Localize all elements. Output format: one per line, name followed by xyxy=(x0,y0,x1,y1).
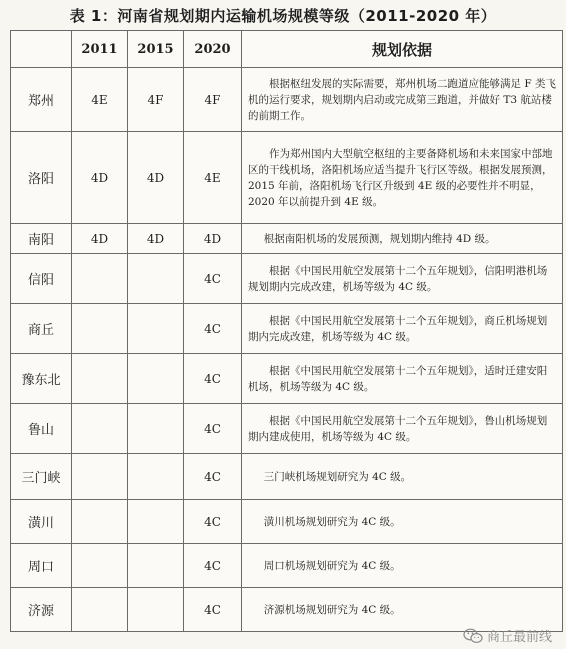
grade-2011-cell xyxy=(72,304,128,354)
table-row xyxy=(11,132,563,224)
table-row xyxy=(11,354,563,404)
basis-cell xyxy=(242,224,563,254)
table-title: 表 1：河南省规划期内运输机场规模等级（2011-2020 年） xyxy=(69,7,497,25)
table-row xyxy=(11,588,563,632)
basis-cell xyxy=(242,454,563,500)
table-row xyxy=(11,454,563,500)
basis-text: 济源机场规划研究为 4C 级。 xyxy=(263,603,401,616)
grade-2015-cell: 4D xyxy=(128,132,184,224)
basis-text: 作为郑州国内大型航空枢纽的主要备降机场和未来国家中部地区的干线机场，洛阳机场应适当提升飞行区等级。根据发展预测，2015 年前，洛阳机场飞行区升级到 4E 级的必要性并不明显，2020 年以前提升到 4E 级。 xyxy=(248,147,553,208)
grade-2015-cell: 4D xyxy=(128,224,184,254)
basis-text: 三门峡机场规划研究为 4C 级。 xyxy=(263,470,412,483)
basis-cell xyxy=(242,132,563,224)
basis-cell xyxy=(242,354,563,404)
header-city xyxy=(11,31,72,68)
basis-cell xyxy=(242,404,563,454)
basis-text: 根据枢纽发展的实际需要，郑州机场二跑道应能够满足 F 类飞机的运行要求，规划期内启动或完成第三跑道，并做好 T3 航站楼的前期工作。 xyxy=(248,77,556,122)
table-row xyxy=(11,68,563,132)
header-basis: 规划依据 xyxy=(242,31,563,68)
airport-grade-table xyxy=(10,30,563,632)
basis-cell xyxy=(242,304,563,354)
grade-2020-cell: 4C xyxy=(184,304,242,354)
grade-2011-cell xyxy=(72,588,128,632)
basis-text: 根据《中国民用航空发展第十二个五年规划》，商丘机场规划期内完成改建，机场等级为 4C 级。 xyxy=(248,314,548,343)
basis-text: 根据《中国民用航空发展第十二个五年规划》，适时迁建安阳机场，机场等级为 4C 级。 xyxy=(248,364,548,393)
city-cell: 豫东北 xyxy=(11,354,72,404)
watermark xyxy=(463,626,552,645)
grade-2015-cell xyxy=(128,500,184,544)
watermark-text: 商丘最前线 xyxy=(486,630,552,645)
grade-2011-cell: 4D xyxy=(72,132,128,224)
grade-2020-cell: 4C xyxy=(184,254,242,304)
grade-2011-cell: 4D xyxy=(72,224,128,254)
grade-2020-cell: 4F xyxy=(184,68,242,132)
city-cell: 郑州 xyxy=(11,68,72,132)
grade-2020-cell: 4C xyxy=(184,500,242,544)
grade-2020-cell: 4C xyxy=(184,404,242,454)
grade-2020-cell: 4C xyxy=(184,544,242,588)
grade-2011-cell xyxy=(72,454,128,500)
grade-2015-cell: 4F xyxy=(128,68,184,132)
grade-2020-cell: 4E xyxy=(184,132,242,224)
grade-2015-cell xyxy=(128,254,184,304)
grade-2015-cell xyxy=(128,404,184,454)
grade-2015-cell xyxy=(128,454,184,500)
grade-2011-cell xyxy=(72,500,128,544)
grade-2020-cell: 4C xyxy=(184,354,242,404)
header-2020: 2020 xyxy=(184,31,242,68)
city-cell: 鲁山 xyxy=(11,404,72,454)
city-cell: 信阳 xyxy=(11,254,72,304)
table-row xyxy=(11,224,563,254)
basis-cell xyxy=(242,500,563,544)
city-cell: 南阳 xyxy=(11,224,72,254)
grade-2011-cell xyxy=(72,354,128,404)
basis-cell xyxy=(242,254,563,304)
city-cell: 洛阳 xyxy=(11,132,72,224)
city-cell: 三门峡 xyxy=(11,454,72,500)
grade-2020-cell: 4C xyxy=(184,454,242,500)
city-cell: 潢川 xyxy=(11,500,72,544)
grade-2015-cell xyxy=(128,304,184,354)
grade-2011-cell xyxy=(72,544,128,588)
grade-2020-cell: 4D xyxy=(184,224,242,254)
table-row xyxy=(11,304,563,354)
basis-text: 根据《中国民用航空发展第十二个五年规划》，鲁山机场规划期内建成使用，机场等级为 4C 级。 xyxy=(248,414,548,443)
city-cell: 周口 xyxy=(11,544,72,588)
basis-text: 周口机场规划研究为 4C 级。 xyxy=(263,559,401,572)
wechat-icon xyxy=(463,628,483,644)
grade-2015-cell xyxy=(128,354,184,404)
basis-text: 根据南阳机场的发展预测，规划期内维持 4D 级。 xyxy=(263,232,496,245)
grade-2011-cell xyxy=(72,254,128,304)
grade-2020-cell: 4C xyxy=(184,588,242,632)
basis-cell xyxy=(242,68,563,132)
grade-2011-cell: 4E xyxy=(72,68,128,132)
header-row xyxy=(11,31,563,68)
basis-text: 潢川机场规划研究为 4C 级。 xyxy=(263,515,401,528)
basis-text: 根据《中国民用航空发展第十二个五年规划》，信阳明港机场规划期内完成改建，机场等级为 4C 级。 xyxy=(248,264,548,293)
table-row xyxy=(11,544,563,588)
table-row xyxy=(11,500,563,544)
grade-2015-cell xyxy=(128,588,184,632)
city-cell: 济源 xyxy=(11,588,72,632)
basis-cell xyxy=(242,588,563,632)
table-row xyxy=(11,404,563,454)
basis-cell xyxy=(242,544,563,588)
header-2011: 2011 xyxy=(72,31,128,68)
grade-2011-cell xyxy=(72,404,128,454)
city-cell: 商丘 xyxy=(11,304,72,354)
header-2015: 2015 xyxy=(128,31,184,68)
grade-2015-cell xyxy=(128,544,184,588)
table-row xyxy=(11,254,563,304)
